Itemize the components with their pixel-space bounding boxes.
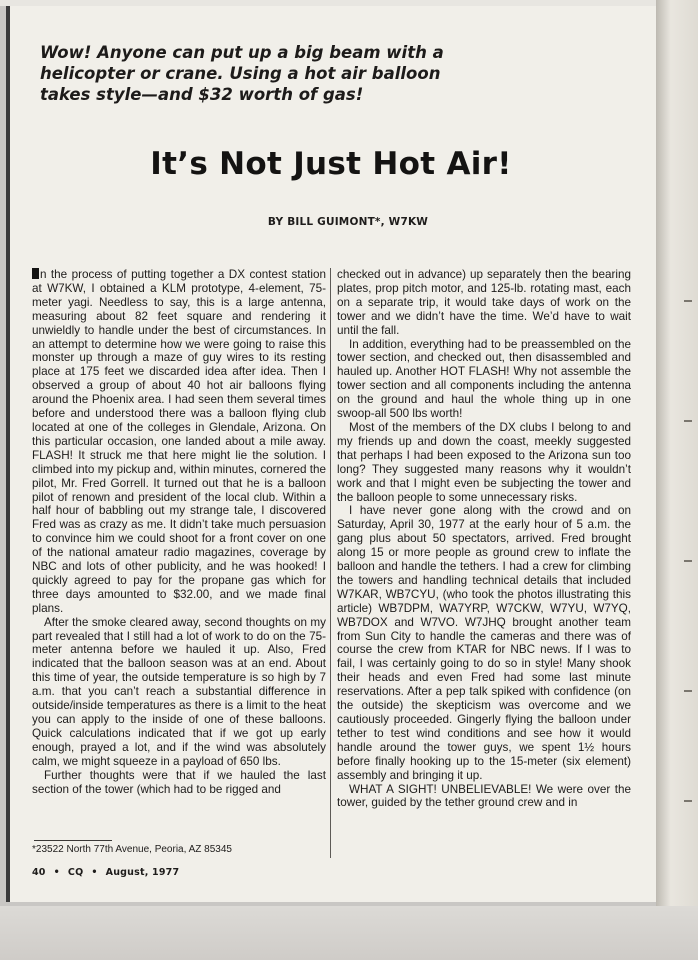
page-mark <box>684 420 692 422</box>
body-paragraph: After the smoke cleared away, second thoughts on my part revealed that I still had a lot of work to do on the 75-meter antenna before we hauled it up. Also, Fred indicated that the balloon season was at an end. About this time of year, the outside temperature is so high by 7 a.m. that you can’t reach a substantial difference in outside/inside temperatures as there is a limit to the heat you can apply to the inside of one of these balloons. Quick calculations indicated that if we got up early enough, prayed a lot, and if the wind was absolutely calm, we might squeeze in a payload of 650 lbs. <box>32 615 326 768</box>
body-paragraph: checked out in advance) up separately then the bearing plates, prop pitch motor, and 125-lb. rotating mast, each on a separate trip, it would take days of work on the tower and we didn’t have the time. We’d have to wait until the fall. <box>337 268 631 337</box>
paragraph-text: n the process of putting together a DX contest station at W7KW, I obtained a KLM prototype, 4-element, 75-meter yagi. Needless to say, this is a large antenna, measuring about 82 feet square and rendering it unwieldly to handle under the best of circumstances. In an attempt to determine how we were going to raise this monster up through a maze of guy wires to its resting place at 175 feet we discarded idea after idea. Then I observed a group of about 40 hot air balloons flying around the Phoenix area. I had seen them several times before and understood there was a balloon flying club located at one of the colleges in Glendale, Arizona. On this particular occasion, one landed about a mile away. FLASH! It struck me that here might lie the solution. I climbed into my pickup and, within minutes, cornered the pilot, Mr. Fred Gorrell. It turned out that he is a balloon pilot of renown and president of the local club. Within a half hour of babbling out my strange tale, I discovered Fred was as crazy as me. It didn’t take much persuasion to convince him we could shoot for a front cover on one of the national amateur radio magazines, coverage by NBC and lots of other publicity, and he was hooked! I quickly agreed to pay for the propane gas which for three days amounted to $32.00, and we made final plans. <box>32 268 326 615</box>
left-column <box>32 268 326 863</box>
adjacent-page-edge <box>656 0 698 906</box>
right-column <box>337 268 631 863</box>
page-number: 40 <box>32 867 46 878</box>
folio-separator: • <box>91 867 98 878</box>
body-paragraph: I have never gone along with the crowd and on Saturday, April 30, 1977 at the early hour of 5 a.m. the gang plus about 50 spectators, arrived. Fred brought along 15 or more people as ground crew to inflate the balloon and handle the tethers. I had a crew for climbing the towers and handling technical details that included W7KAR, WB7CYU, (who took the photos illustrating this article) WB7DPM, WA7YRP, W7CKW, W7YU, W7YQ, WB7DOX and W7VO. W7JHQ brought another team from Sun City to handle the cameras and there was of course the crew from KTAR for NBC news. If I was to fail, I was certainly going to do so in style! Many shook their heads and even Fred had some last minute reservations. After a pep talk spiked with confidence (on the outside) the skepticism was overcome and we cautiously proceeded. Gingerly flying the balloon under tether to test wind conditions and see how it would handle around the tower guys, we spent 1½ hours before finally hooking up to the 15-meter (six element) assembly and bringing it up. <box>337 504 631 782</box>
body-paragraph: Most of the members of the DX clubs I belong to and my friends up and down the coast, meekly suggested that perhaps I had been exposed to the Arizona sun too long? They suggested many reasons why it wouldn’t work and that I might even be subjecting the tower and the balloon people to some unnecessary risks. <box>337 420 631 504</box>
page-mark <box>684 560 692 562</box>
body-paragraph <box>32 268 326 616</box>
column-divider <box>330 268 331 858</box>
body-paragraph: Further thoughts were that if we hauled the last section of the tower (which had to be rigged and <box>32 768 326 796</box>
footnote-divider <box>34 840 112 841</box>
body-paragraph: WHAT A SIGHT! UNBELIEVABLE! We were over the tower, guided by the tether ground crew and in <box>337 782 631 810</box>
page-mark <box>684 690 692 692</box>
author-footnote: *23522 North 77th Avenue, Peoria, AZ 85345 <box>32 844 232 855</box>
article-kicker: Wow! Anyone can put up a big beam with a helicopter or crane. Using a hot air balloon takes style—and $32 worth of gas! <box>40 43 444 104</box>
magazine-page <box>6 6 656 902</box>
scanner-bed <box>0 906 698 960</box>
page-folio <box>32 867 179 878</box>
dropcap <box>32 268 39 279</box>
page-mark <box>684 300 692 302</box>
magazine-name: CQ <box>67 867 84 878</box>
article-title: It’s Not Just Hot Air! <box>150 146 512 182</box>
article-byline: BY BILL GUIMONT*, W7KW <box>267 216 429 228</box>
page-mark <box>684 800 692 802</box>
page-binding-edge <box>6 6 10 902</box>
body-paragraph: In addition, everything had to be preassembled on the tower section, and checked out, then disassembled and hauled up. Another HOT FLASH! Why not assemble the tower section and all components including the antenna on the ground and haul the whole thing up in one swoop-all 500 lbs worth! <box>337 337 631 421</box>
folio-separator: • <box>53 867 60 878</box>
issue-date: August, 1977 <box>105 867 180 878</box>
